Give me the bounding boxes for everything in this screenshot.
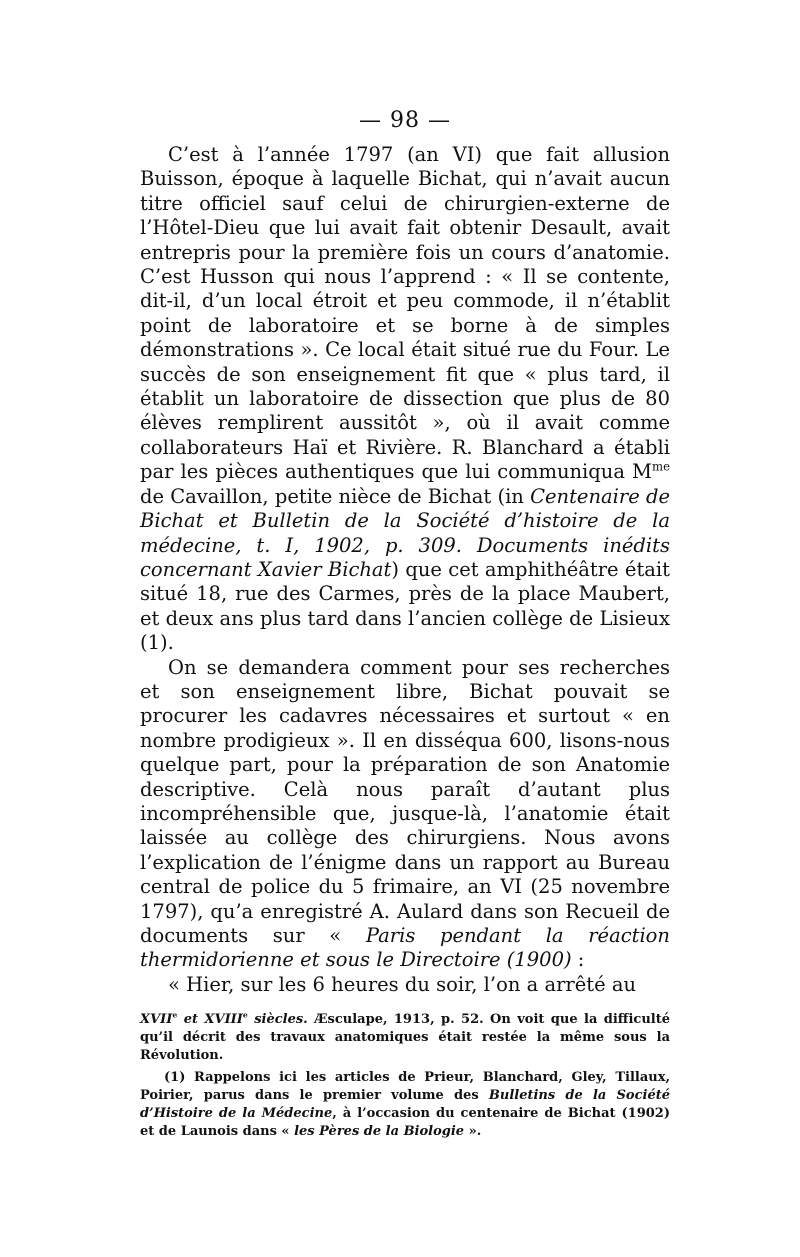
- footnote-1-text-c: ».: [464, 1124, 482, 1140]
- book-page: [140, 108, 670, 1141]
- paragraph-2-text-b: :: [571, 948, 585, 972]
- paragraph-2: [140, 656, 670, 973]
- footnote-continued-text: Æsculape, 1913, p. 52. On voit que la difficulté qu’il décrit des travaux anatomiques était restée la même sous la Révolution.: [140, 1012, 671, 1064]
- footnote-continued-sup-a: e: [172, 1010, 178, 1020]
- footnote-1-text-a: (1) Rappelons ici les articles de Prieur, Blanchard, Gley, Tillaux, Poirier, parus dans le premier volume des: [140, 1070, 670, 1104]
- footnote-1-text-b: , à l’occasion du centenaire de Bichat (1902) et de Launois dans «: [140, 1106, 670, 1140]
- paragraph-1: [140, 143, 670, 656]
- footnote-1-italic-b: les Pères de la Biologie: [294, 1124, 465, 1140]
- body-text: [140, 143, 670, 997]
- footnote-continued: [140, 1011, 670, 1065]
- footnote-1: [140, 1069, 670, 1141]
- page-number: — 98 —: [359, 108, 451, 133]
- footnote-continued-italic-c: siècles.: [247, 1012, 308, 1028]
- footnote-1-italic-a: Bulletins de la Société d’Histoire de la Médecine: [140, 1088, 670, 1122]
- paragraph-1-text-b: de Cavaillon, petite nièce de Bichat (in: [140, 484, 531, 508]
- paragraph-2-text-a: On se demandera comment pour ses recherches et son enseignement libre, Bichat pouvait se procurer les cadavres nécessaires et surtout « en nombre prodigieux ». Il en disséqua 600, lisons-nous quelque part, pour la préparation de son Anatomie descriptive. Celà nous paraît d’autant plus incompréhensible que, jusque-là, l’anatomie était laissée au collège des chirurgiens. Nous avons l’explication de l’énigme dans un rapport au Bureau central de police du 5 frimaire, an VI (25 novembre 1797), qu’a enregistré A. Aulard dans son Recueil de documents sur «: [140, 655, 670, 947]
- footnotes: [140, 1011, 670, 1141]
- paragraph-2-citation: Paris pendant la réaction thermidorienne et sous le Directoire (1900): [140, 924, 670, 972]
- paragraph-1-text-a: C’est à l’année 1797 (an VI) que fait allusion Buisson, époque à laquelle Bichat, qui n’avait aucun titre officiel sauf celui de chirurgien-externe de l’Hôtel-Dieu que lui avait fait obtenir Desault, avait entrepris pour la première fois un cours d’anatomie. C’est Husson qui nous l’apprend : « Il se contente, dit-il, d’un local étroit et peu commode, il n’établit point de laboratoire et se borne à de simples démonstrations ». Ce local était situé rue du Four. Le succès de son enseignement fit que « plus tard, il établit un laboratoire de dissection que plus de 80 élèves remplirent aussitôt », où il avait comme collaborateurs Haï et Rivière. R. Blanchard a établi par les pièces authentiques que lui communiqua M: [140, 143, 670, 484]
- footnote-continued-italic-b: et XVIII: [177, 1012, 243, 1028]
- paragraph-1-text-c: ) que cet amphithéâtre était situé 18, rue des Carmes, près de la place Maubert, et deux ans plus tard dans l’ancien collège de Lisieux (1).: [140, 557, 670, 655]
- paragraph-3: « Hier, sur les 6 heures du soir, l’on a arrêté au: [168, 972, 637, 996]
- footnote-continued-sup-b: e: [242, 1010, 248, 1020]
- paragraph-1-superscript: me: [652, 459, 670, 474]
- footnote-continued-italic-a: XVII: [140, 1012, 173, 1028]
- paragraph-1-citation: Centenaire de Bichat et Bulletin de la Société d’histoire de la médecine, t. I, 1902, p. 309. Documents inédits concernant Xavier Bichat: [140, 484, 670, 581]
